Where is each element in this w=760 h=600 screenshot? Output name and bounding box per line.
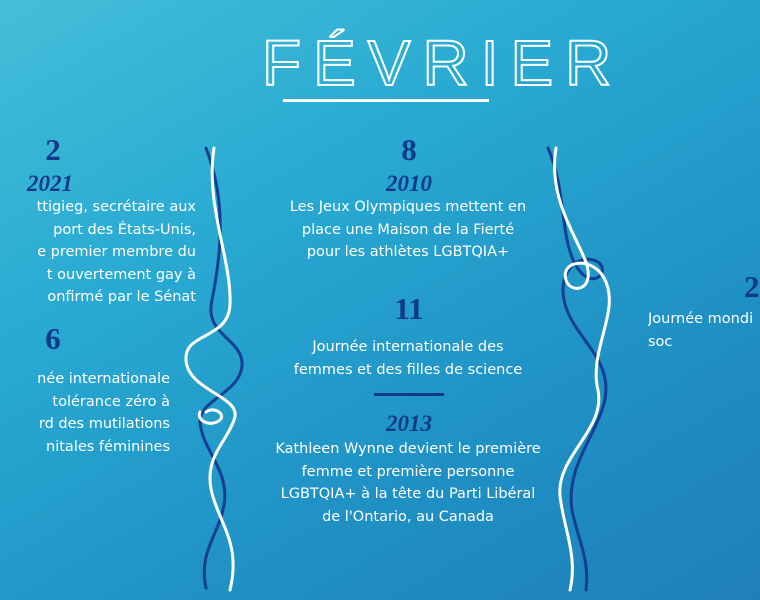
center-entry-text-3: Kathleen Wynne devient le première femme et première personne LGBTQIA+ à la tête du Parti Libéral de l'Ontario, au Canada: [275, 441, 541, 525]
center-year-2010: 2010: [386, 171, 432, 196]
left-entry-text-2: née internationale tolérance zéro à rd des mutilations nitales féminines: [37, 371, 170, 455]
page-title: FÉVRIER: [262, 27, 624, 99]
center-entry-text-1: Les Jeux Olympiques mettent en place une Maison de la Fierté pour les athlètes LGBTQIA+: [289, 199, 527, 260]
left-entry-text-1: ttigieg, secrétaire aux port des États-Unis, e premier membre du t ouvertement gay à onfirmé par le Sénat: [36, 199, 196, 305]
left-day-6: 6: [45, 321, 61, 356]
center-day-8: 8: [401, 132, 417, 167]
left-day-2: 2: [45, 132, 61, 167]
center-divider: [374, 393, 444, 396]
center-day-11: 11: [394, 291, 424, 326]
left-year-2021: 2021: [27, 171, 73, 196]
right-entry-text-1: Journée mondi soc: [648, 311, 754, 350]
center-year-2013: 2013: [386, 411, 432, 436]
right-day-2: 2: [744, 269, 760, 304]
center-entry-text-2: Journée internationale des femmes et des filles de science: [293, 339, 523, 378]
